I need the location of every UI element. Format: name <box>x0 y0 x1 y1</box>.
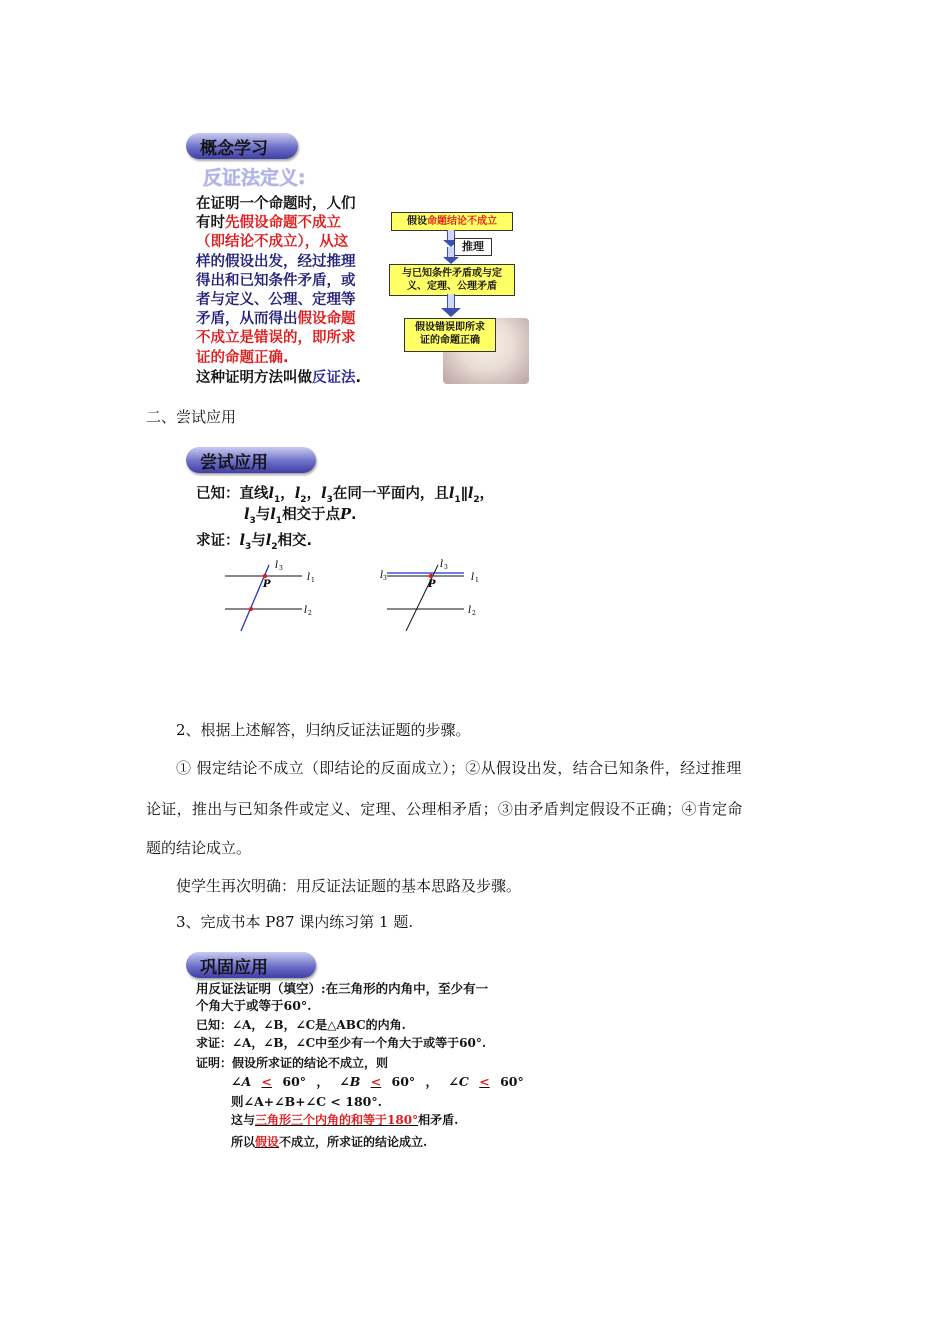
flow-box-conclusion: 假设错误即所求 证的命题正确 <box>404 318 496 352</box>
exercise-given: 已知：∠A，∠B，∠C是△ABC的内角. <box>196 1018 406 1032</box>
point-intersect <box>249 607 253 611</box>
def-line-8: 不成立是错误的，即所求 <box>196 330 356 347</box>
flow-box-contradiction: 与已知条件矛盾或与定 义、定理、公理矛盾 <box>389 264 515 296</box>
blank-assumption: 假设 <box>255 1135 280 1149</box>
point-p <box>429 574 433 578</box>
blank-lt-b: < <box>370 1074 382 1089</box>
svg-text:2: 2 <box>308 610 312 617</box>
flow-arrowhead-3 <box>441 308 461 317</box>
def-line-4: 样的假设出发，经过推理 <box>196 253 356 270</box>
svg-text:l: l <box>380 570 384 581</box>
svg-text:3: 3 <box>444 564 448 571</box>
def-line-1: 在证明一个命题时，人们 <box>196 196 356 212</box>
exercise-prove: 求证：∠A，∠B，∠C中至少有一个角大于或等于60°. <box>196 1036 487 1050</box>
svg-text:3: 3 <box>279 565 283 572</box>
svg-text:3: 3 <box>383 575 387 582</box>
paragraph-steps-line-2: 论证，推出与已知条件或定义、定理、公理相矛盾；③由矛盾判定假设不正确；④肯定命 <box>146 800 743 818</box>
svg-text:l: l <box>307 572 311 583</box>
svg-text:l: l <box>471 572 475 583</box>
def-line-3: （即结论不成立），从这 <box>196 234 349 251</box>
svg-text:P: P <box>428 579 436 590</box>
def-line-7: 矛盾，从而得出假设命题 <box>196 311 356 328</box>
svg-text:l: l <box>275 560 279 571</box>
def-line-6: 者与定义、公理、定理等 <box>196 292 356 309</box>
exercise-intro-2: 个角大于或等于60°. <box>196 998 312 1013</box>
def-line-2: 有时先假设命题不成立 <box>196 215 341 232</box>
section-two-heading: 二、尝试应用 <box>146 408 237 426</box>
svg-text:2: 2 <box>472 610 476 617</box>
contradiction-line: 这与三角形三个内角的和等于180°相矛盾. <box>231 1113 459 1127</box>
blank-lt-a: < <box>261 1074 273 1089</box>
paragraph-exercise: 3、完成书本 P87 课内练习第 1 题. <box>176 913 414 931</box>
banner-concept-label: 概念学习 <box>200 139 268 159</box>
paragraph-steps-line-1: ① 假定结论不成立（即结论的反面成立）；②从假设出发，结合已知条件，经过推理 <box>176 759 742 777</box>
svg-text:1: 1 <box>311 577 315 584</box>
exercise-proof-intro: 证明：假设所求证的结论不成立，则 <box>196 1056 389 1070</box>
exercise-text <box>196 980 488 1014</box>
angle-assumptions: ∠A < 60° ， ∠B < 60° ， ∠C < 60° <box>231 1074 524 1089</box>
paragraph-step-heading: 2、根据上述解答，归纳反证法证题的步骤。 <box>176 721 471 739</box>
definition-heading: 反证法定义: <box>203 167 306 189</box>
flow-box-reasoning: 推理 <box>454 238 492 256</box>
point-p <box>263 574 267 578</box>
paragraph-reminder: 使学生再次明确：用反证法证题的基本思路及步骤。 <box>176 877 522 895</box>
flow-box-assume: 假设命题结论不成立 <box>391 212 513 231</box>
paragraph-steps-line-3: 题的结论成立。 <box>146 839 252 857</box>
given-line-1: 已知：直线$l_1$，$l_2$，$l_3$在同一平面内，且$l_1\parallel l_2$， <box>196 485 495 505</box>
final-line: 所以假设不成立，所求证的结论成立. <box>231 1135 428 1149</box>
svg-text:1: 1 <box>475 577 479 584</box>
svg-text:l: l <box>304 605 308 616</box>
svg-text:l: l <box>440 559 444 570</box>
flow-arrow-3 <box>447 294 455 308</box>
banner-consolidate-label: 巩固应用 <box>200 958 268 978</box>
def-closing: 这种证明方法叫做反证法. <box>196 369 362 386</box>
blank-triangle-sum: 三角形三个内角的和等于180° <box>255 1113 419 1127</box>
diagram-left <box>220 555 330 635</box>
line-l3 <box>406 565 438 631</box>
angle-sum-line: 则∠A+∠B+∠C < 180°. <box>231 1094 382 1109</box>
definition-text <box>196 195 361 388</box>
svg-text:P: P <box>263 579 271 590</box>
blank-lt-c: < <box>479 1074 490 1089</box>
flow-arrow-2 <box>447 247 455 257</box>
exercise-intro-1: 用反证法证明（填空）:在三角形的内角中，至少有一 <box>196 981 489 996</box>
prove-line: 求证：$l_3$与$l_2$相交. <box>196 532 313 552</box>
diagram-right <box>378 555 498 635</box>
svg-text:l: l <box>468 605 472 616</box>
def-line-9: 证的命题正确. <box>196 349 289 366</box>
def-line-5: 得出和已知条件矛盾，或 <box>196 272 356 289</box>
flow-arrowhead-2 <box>443 257 459 264</box>
given-line-2: $l_3$与$l_1$相交于点P. <box>244 506 357 526</box>
banner-try-label: 尝试应用 <box>200 453 268 473</box>
